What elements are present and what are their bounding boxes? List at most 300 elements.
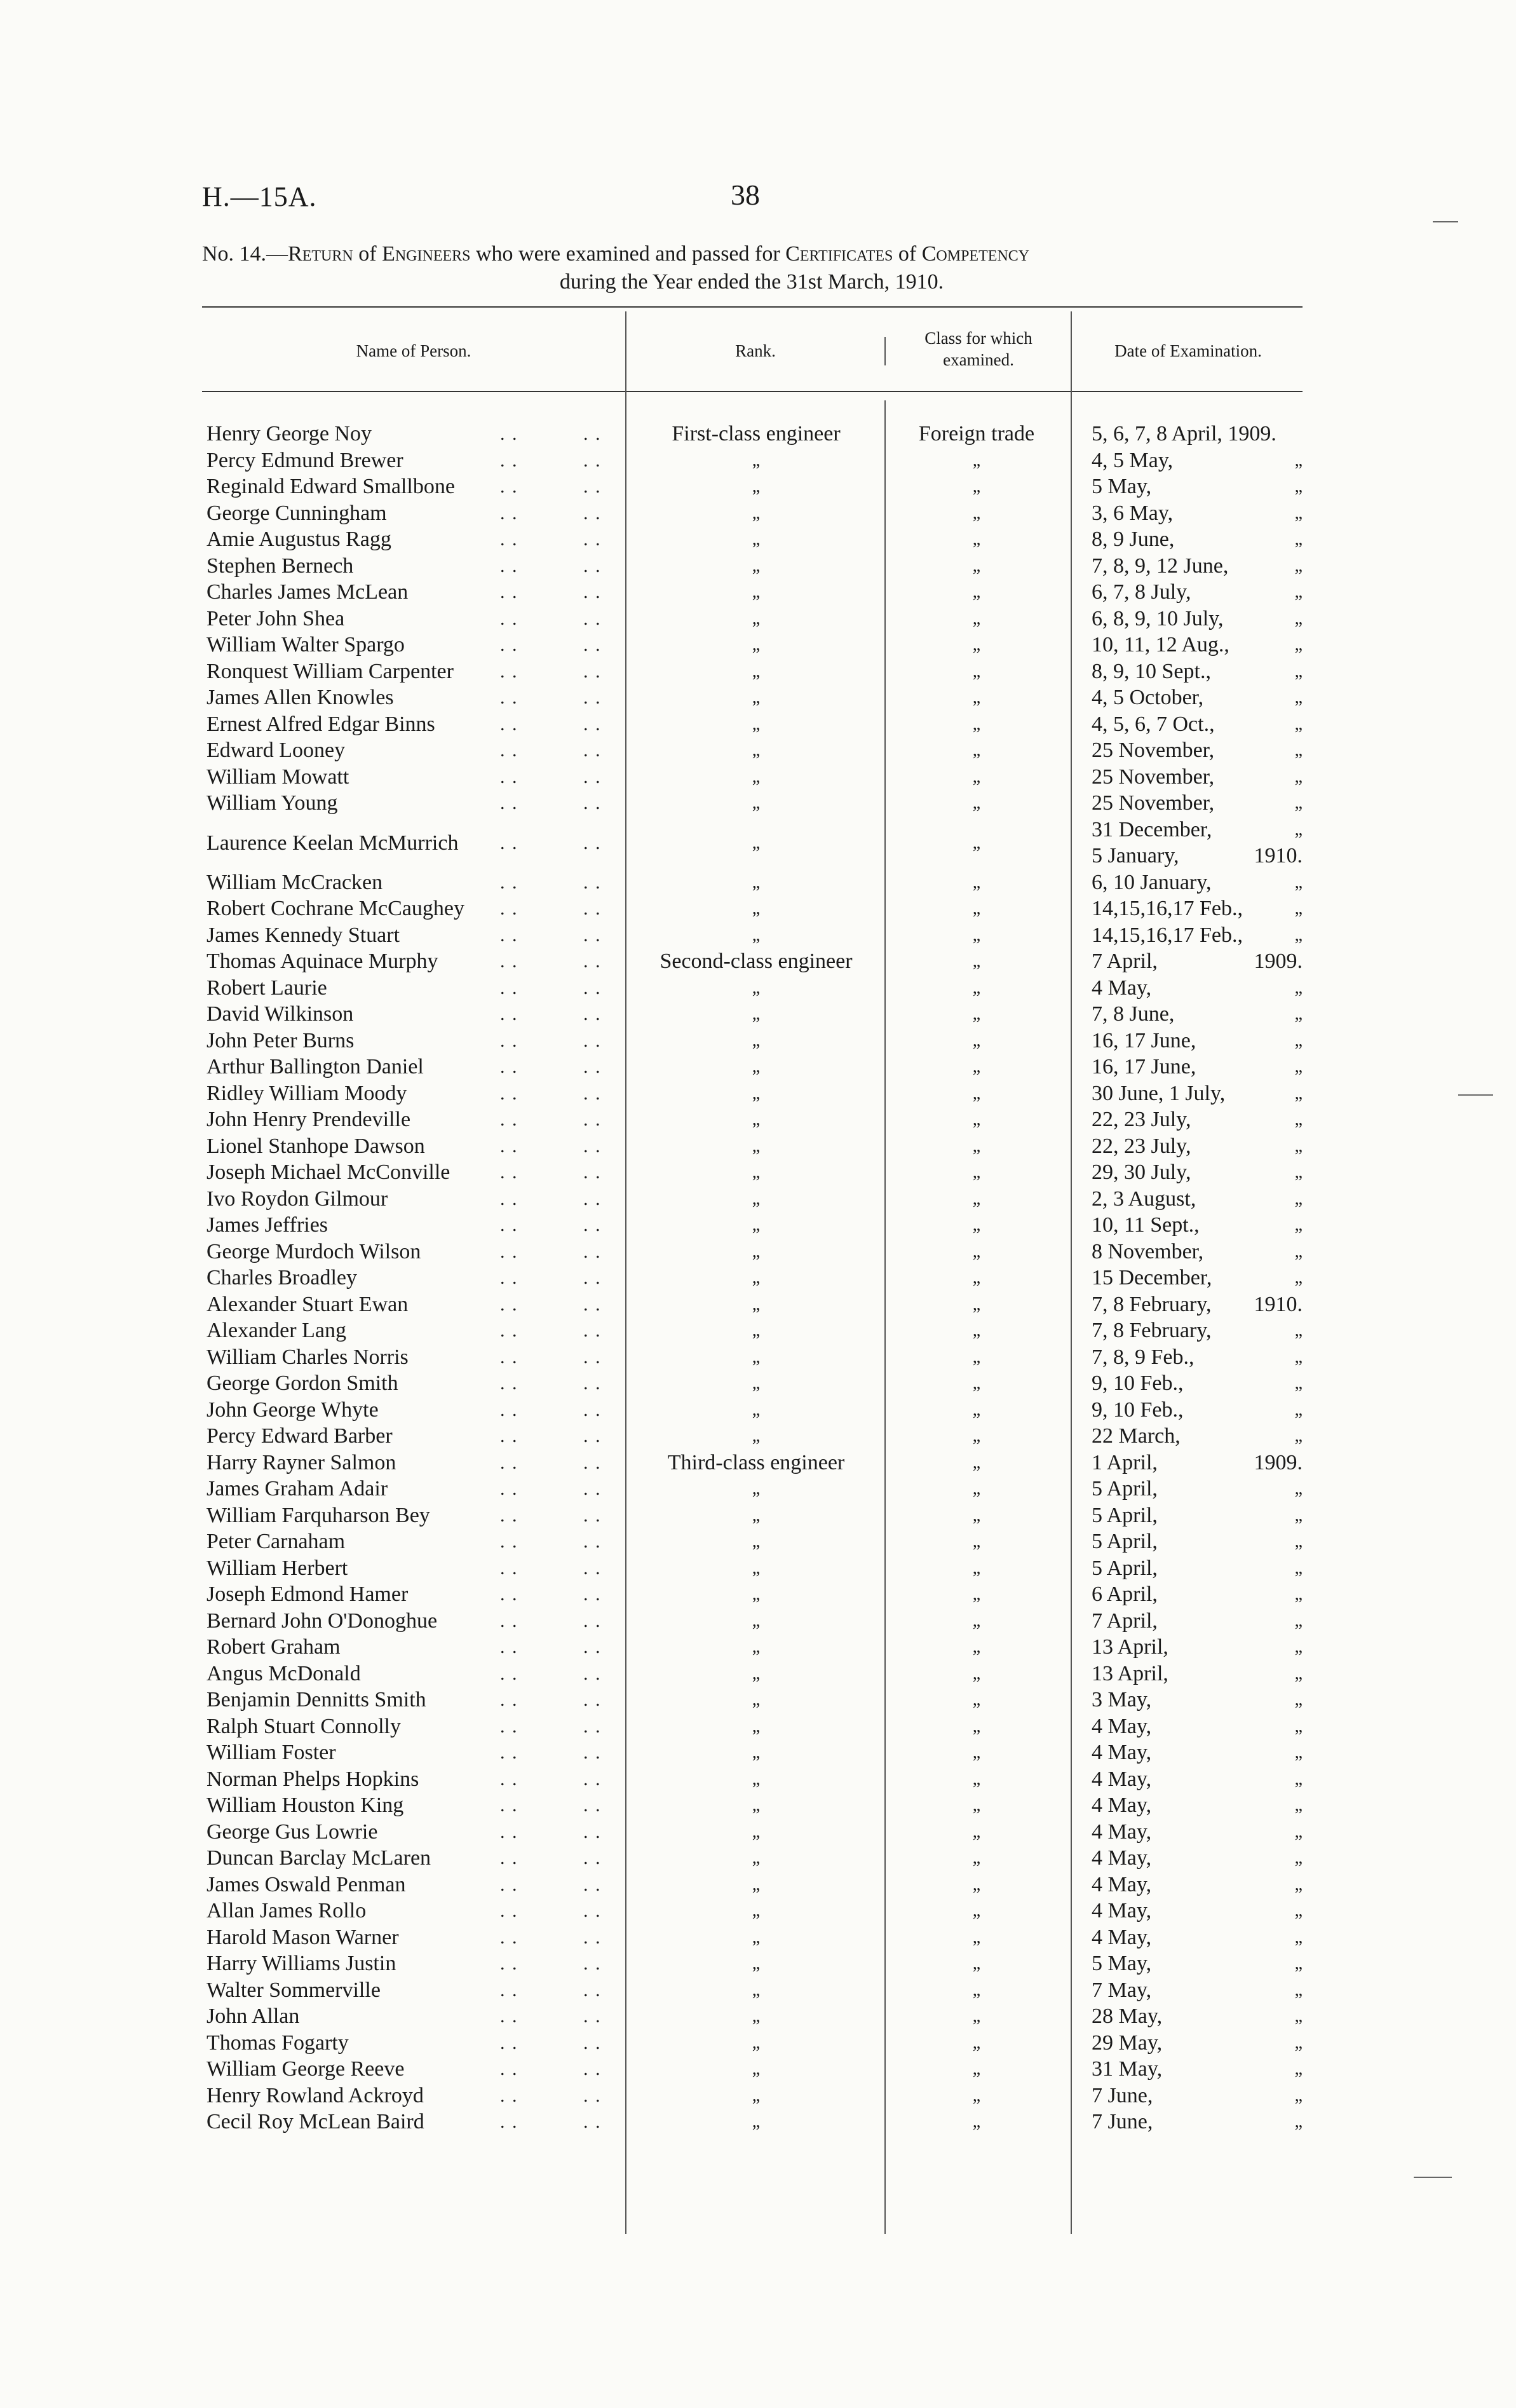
title-line-2: during the Year ended the 31st March, 1910. xyxy=(559,270,944,294)
examination-date: 15 December, xyxy=(1092,1266,1212,1289)
leader-dots: . . xyxy=(583,2085,602,2106)
leader-dots: . . xyxy=(583,687,602,708)
examination-date: 6, 8, 9, 10 July, xyxy=(1092,606,1224,630)
engineer-rank: „ xyxy=(752,1136,761,1156)
table-row xyxy=(0,1766,1516,1793)
examination-date: 8 November, xyxy=(1092,1239,1204,1263)
table-row xyxy=(0,1898,1516,1924)
examination-year: „ xyxy=(1294,1241,1303,1262)
examination-year: „ xyxy=(1294,1954,1303,1973)
table-row xyxy=(0,790,1516,817)
examination-date: 7, 8 June, xyxy=(1092,1002,1175,1026)
table-row xyxy=(0,1397,1516,1424)
examination-year: „ xyxy=(1294,1215,1303,1235)
engineer-rank: „ xyxy=(752,2032,761,2053)
certificate-class: „ xyxy=(972,635,981,655)
leader-dots: . . xyxy=(500,582,518,602)
table-row xyxy=(0,473,1516,500)
leader-dots: . . xyxy=(500,1346,518,1368)
leader-dots: . . xyxy=(583,1241,602,1262)
certificate-class: „ xyxy=(972,899,981,918)
leader-dots: . . xyxy=(500,423,518,444)
certificate-class: „ xyxy=(972,793,981,813)
table-row xyxy=(0,764,1516,791)
leader-dots: . . xyxy=(583,1162,602,1183)
certificate-class: „ xyxy=(972,1030,981,1051)
examination-date: 5 April, xyxy=(1092,1530,1158,1553)
certificate-class: „ xyxy=(972,477,981,496)
leader-dots: . . xyxy=(583,1003,602,1024)
engineer-rank: „ xyxy=(752,1083,761,1103)
column-header-date: Date of Examination. xyxy=(1114,341,1262,360)
leader-dots: . . xyxy=(500,1082,518,1104)
engineer-rank: „ xyxy=(752,899,761,918)
leader-dots: . . xyxy=(583,502,602,524)
leader-dots: . . xyxy=(583,1742,602,1763)
engineer-rank: „ xyxy=(752,1162,761,1182)
leader-dots: . . xyxy=(583,2058,602,2079)
examination-date: 4 May, xyxy=(1092,976,1152,1000)
examination-year: „ xyxy=(1294,635,1303,655)
certificate-class: „ xyxy=(972,555,981,576)
leader-dots: . . xyxy=(583,1531,602,1552)
engineer-rank: „ xyxy=(752,1716,761,1736)
examination-year: „ xyxy=(1294,582,1303,602)
certificate-class: „ xyxy=(972,1532,981,1551)
engineer-name: Thomas Fogarty xyxy=(206,2030,349,2055)
leader-dots: . . xyxy=(500,1056,518,1077)
leader-dots: . . xyxy=(583,977,602,998)
leader-dots: . . xyxy=(583,1768,602,1790)
leader-dots: . . xyxy=(583,1821,602,1842)
engineer-name: Charles James McLean xyxy=(206,580,409,604)
engineer-rank: „ xyxy=(752,740,761,760)
engineer-rank: „ xyxy=(752,688,761,707)
table-row xyxy=(0,447,1516,474)
leader-dots: . . xyxy=(500,1003,518,1024)
engineer-name: Harold Mason Warner xyxy=(206,1925,399,1949)
examination-date: 4, 5, 6, 7 Oct., xyxy=(1092,712,1215,736)
certificate-class: „ xyxy=(972,1215,981,1235)
leader-dots: . . xyxy=(500,1768,518,1790)
engineer-name: Stephen Bernech xyxy=(206,554,354,578)
leader-dots: . . xyxy=(583,1663,602,1684)
examination-date: 3 May, xyxy=(1092,1688,1152,1711)
table-row xyxy=(0,553,1516,580)
table-row xyxy=(0,1265,1516,1291)
examination-date: 16, 17 June, xyxy=(1092,1028,1196,1052)
title-prefix: No. 14.— xyxy=(202,242,288,266)
engineer-name: George Gus Lowrie xyxy=(206,1820,378,1844)
column-header-name: Name of Person. xyxy=(356,341,471,360)
engineer-rank: „ xyxy=(752,661,761,681)
examination-year: „ xyxy=(1294,977,1303,998)
table-row xyxy=(0,1924,1516,1951)
examination-date: 7, 8 February, xyxy=(1092,1292,1212,1316)
leader-dots: . . xyxy=(583,1399,602,1420)
table-row xyxy=(0,579,1516,606)
leader-dots: . . xyxy=(583,1109,602,1130)
leader-dots: . . xyxy=(583,1689,602,1710)
engineer-name: Allan James Rollo xyxy=(206,1899,367,1922)
engineer-rank: „ xyxy=(752,1901,761,1921)
certificate-class: „ xyxy=(972,1452,981,1473)
engineer-name: Ronquest William Carpenter xyxy=(206,659,454,683)
examination-date: 7, 8 February, xyxy=(1092,1319,1212,1342)
engineer-name: James Graham Adair xyxy=(206,1477,388,1500)
engineer-name: Angus McDonald xyxy=(206,1661,361,1685)
leader-dots: . . xyxy=(583,1320,602,1341)
leader-dots: . . xyxy=(500,898,518,919)
examination-date: 7 June, xyxy=(1092,2083,1153,2107)
examination-year: „ xyxy=(1294,1663,1303,1684)
examination-year: „ xyxy=(1294,1373,1303,1393)
examination-date: 14,15,16,17 Feb., xyxy=(1092,897,1243,920)
certificate-class: „ xyxy=(972,2112,981,2132)
engineer-rank: „ xyxy=(752,582,761,602)
table-row xyxy=(0,2056,1516,2083)
engineer-rank: „ xyxy=(752,1821,761,1842)
engineer-rank: „ xyxy=(752,1188,761,1209)
certificate-class: „ xyxy=(972,1610,981,1631)
table-row xyxy=(0,2030,1516,2057)
leader-dots: . . xyxy=(500,1531,518,1552)
engineer-name: William McCracken xyxy=(206,870,383,894)
engineer-rank: „ xyxy=(752,1004,761,1024)
examination-date: 4, 5 October, xyxy=(1092,686,1204,709)
engineer-rank: „ xyxy=(752,1980,761,2000)
table-row xyxy=(0,658,1516,685)
title-line-1 xyxy=(202,240,1301,268)
leader-dots: . . xyxy=(500,1979,518,2001)
engineer-name: Ridley William Moody xyxy=(206,1081,407,1105)
table-row xyxy=(0,606,1516,632)
engineer-rank: „ xyxy=(752,1505,761,1525)
engineer-rank: „ xyxy=(752,477,761,496)
certificate-class: „ xyxy=(972,1162,981,1182)
engineer-rank: „ xyxy=(752,608,761,629)
leader-dots: . . xyxy=(500,476,518,497)
engineer-rank: „ xyxy=(752,1532,761,1551)
leader-dots: . . xyxy=(583,1293,602,1315)
examination-date: 4 May, xyxy=(1092,1899,1152,1922)
examination-date: 10, 11, 12 Aug., xyxy=(1092,633,1229,656)
certificate-class: „ xyxy=(972,1874,981,1894)
engineer-rank: „ xyxy=(752,1057,761,1077)
examination-year: „ xyxy=(1294,1110,1303,1129)
leader-dots: . . xyxy=(500,2085,518,2106)
leader-dots: . . xyxy=(583,1452,602,1473)
leader-dots: . . xyxy=(583,634,602,655)
table-row xyxy=(0,1159,1516,1186)
examination-date: 5 May, xyxy=(1092,1952,1152,1975)
examination-date: 5, 6, 7, 8 April, 1909. xyxy=(1092,422,1276,446)
certificate-class: „ xyxy=(972,2006,981,2026)
certificate-class: „ xyxy=(972,1743,981,1762)
leader-dots: . . xyxy=(583,740,602,761)
examination-year-continued: 1910. xyxy=(1254,843,1303,867)
leader-dots: . . xyxy=(583,1795,602,1816)
examination-year: 1909. xyxy=(1254,949,1303,973)
table-row xyxy=(0,1370,1516,1397)
examination-year: „ xyxy=(1294,2085,1303,2105)
examination-year: „ xyxy=(1294,2006,1303,2026)
engineer-name: Benjamin Dennitts Smith xyxy=(206,1688,426,1711)
certificate-class: „ xyxy=(972,833,981,853)
certificate-class: „ xyxy=(972,2059,981,2079)
leader-dots: . . xyxy=(583,1979,602,2001)
examination-year: „ xyxy=(1294,2032,1303,2053)
engineer-name: Joseph Edmond Hamer xyxy=(206,1582,409,1606)
leader-dots: . . xyxy=(500,871,518,893)
leader-dots: . . xyxy=(583,1478,602,1499)
engineer-name: Norman Phelps Hopkins xyxy=(206,1767,419,1791)
leader-dots: . . xyxy=(500,832,518,854)
engineer-rank: „ xyxy=(752,1663,761,1684)
examination-year: „ xyxy=(1294,1321,1303,1340)
table-row xyxy=(0,1001,1516,1028)
leader-dots: . . xyxy=(500,1795,518,1816)
engineer-name: Alexander Lang xyxy=(206,1319,346,1342)
examination-date: 4 May, xyxy=(1092,1741,1152,1764)
engineer-name: William Young xyxy=(206,791,338,815)
leader-dots: . . xyxy=(583,2111,602,2132)
certificate-class: „ xyxy=(972,608,981,629)
engineer-name: Harry Rayner Salmon xyxy=(206,1450,396,1474)
leader-dots: . . xyxy=(583,449,602,471)
table-row xyxy=(0,632,1516,658)
title-word-return: Return xyxy=(288,242,353,266)
examination-year: „ xyxy=(1294,1162,1303,1182)
leader-dots: . . xyxy=(500,555,518,576)
certificate-class: „ xyxy=(972,2032,981,2053)
leader-dots: . . xyxy=(500,766,518,787)
leader-dots: . . xyxy=(500,634,518,655)
table-row xyxy=(0,684,1516,711)
examination-year: „ xyxy=(1294,1980,1303,2000)
margin-mark xyxy=(1414,2177,1452,2178)
certificate-class: „ xyxy=(972,1927,981,1947)
certificate-class: „ xyxy=(972,1690,981,1710)
examination-date: 7 April, xyxy=(1092,1609,1158,1633)
page-reference: H.—15A. xyxy=(202,181,317,212)
table-row xyxy=(0,1476,1516,1502)
engineer-rank: „ xyxy=(752,2085,761,2105)
table-row xyxy=(0,817,1516,869)
leader-dots: . . xyxy=(583,1267,602,1288)
leader-dots: . . xyxy=(500,529,518,550)
certificate-class: „ xyxy=(972,1848,981,1868)
examination-date: 13 April, xyxy=(1092,1661,1168,1685)
leader-dots: . . xyxy=(500,1188,518,1209)
engineer-rank: „ xyxy=(752,1426,761,1446)
leader-dots: . . xyxy=(583,1188,602,1209)
leader-dots: . . xyxy=(583,898,602,919)
engineer-name: Percy Edmund Brewer xyxy=(206,448,403,472)
margin-mark xyxy=(1458,1094,1493,1096)
leader-dots: . . xyxy=(500,1663,518,1684)
engineer-rank: „ xyxy=(752,1558,761,1578)
leader-dots: . . xyxy=(500,1689,518,1710)
leader-dots: . . xyxy=(500,792,518,813)
engineer-rank: „ xyxy=(752,1584,761,1604)
examination-date: 8, 9, 10 Sept., xyxy=(1092,659,1211,683)
engineer-rank: „ xyxy=(752,1030,761,1051)
engineer-name: Walter Sommerville xyxy=(206,1978,381,2002)
table-row xyxy=(0,922,1516,949)
engineer-name: William Farquharson Bey xyxy=(206,1503,430,1527)
examination-year: „ xyxy=(1294,1347,1303,1367)
examination-date: 31 December, xyxy=(1092,817,1212,841)
leader-dots: . . xyxy=(583,1610,602,1631)
examination-date: 22, 23 July, xyxy=(1092,1108,1191,1131)
examination-date: 7 May, xyxy=(1092,1978,1152,2002)
certificate-class: „ xyxy=(972,1373,981,1393)
engineer-name: Duncan Barclay McLaren xyxy=(206,1846,431,1870)
examination-year: „ xyxy=(1294,793,1303,813)
engineer-rank: „ xyxy=(752,2059,761,2079)
certificate-class: „ xyxy=(972,1347,981,1367)
engineer-name: William Charles Norris xyxy=(206,1345,409,1369)
certificate-class: „ xyxy=(972,1057,981,1077)
examination-year: „ xyxy=(1294,872,1303,892)
engineer-name: Ralph Stuart Connolly xyxy=(206,1714,401,1738)
leader-dots: . . xyxy=(583,1847,602,1868)
leader-dots: . . xyxy=(500,1926,518,1948)
table-row xyxy=(0,1080,1516,1107)
engineer-name: Reginald Edward Smallbone xyxy=(206,475,455,498)
examination-date: 4 May, xyxy=(1092,1793,1152,1817)
engineer-name: Ernest Alfred Edgar Binns xyxy=(206,712,435,736)
engineer-name: Harry Williams Justin xyxy=(206,1952,396,1975)
leader-dots: . . xyxy=(500,2111,518,2132)
table-row xyxy=(0,1423,1516,1450)
leader-dots: . . xyxy=(583,1425,602,1446)
engineer-rank: „ xyxy=(752,1610,761,1631)
engineer-name: John Allan xyxy=(206,2004,300,2028)
certificate-class: „ xyxy=(972,1188,981,1209)
examination-date: 7 June, xyxy=(1092,2110,1153,2133)
leader-dots: . . xyxy=(500,1267,518,1288)
examination-year: „ xyxy=(1294,819,1303,840)
title-word-certificates: Certificates xyxy=(785,242,893,266)
certificate-class: „ xyxy=(972,1716,981,1736)
examination-date: 25 November, xyxy=(1092,791,1215,815)
examination-year: „ xyxy=(1294,1610,1303,1631)
table-row xyxy=(0,1291,1516,1318)
examination-year: „ xyxy=(1294,1399,1303,1420)
examination-date: 9, 10 Feb., xyxy=(1092,1398,1184,1422)
examination-year: „ xyxy=(1294,1532,1303,1551)
engineer-name: John Henry Prendeville xyxy=(206,1108,411,1131)
leader-dots: . . xyxy=(583,1900,602,1921)
leader-dots: . . xyxy=(583,924,602,946)
engineer-name: Joseph Michael McConville xyxy=(206,1160,450,1184)
leader-dots: . . xyxy=(500,1320,518,1341)
engineer-name: William Houston King xyxy=(206,1793,404,1817)
table-row xyxy=(0,1054,1516,1080)
examination-date: 1 April, xyxy=(1092,1450,1158,1474)
examination-year: „ xyxy=(1294,1716,1303,1736)
examination-year: „ xyxy=(1294,740,1303,760)
leader-dots: . . xyxy=(583,1557,602,1579)
leader-dots: . . xyxy=(500,1821,518,1842)
engineer-rank: „ xyxy=(752,714,761,734)
examination-year: „ xyxy=(1294,1821,1303,1842)
leader-dots: . . xyxy=(583,582,602,602)
table-row xyxy=(0,1950,1516,1977)
examination-date: 30 June, 1 July, xyxy=(1092,1081,1226,1105)
engineer-name: Arthur Ballington Daniel xyxy=(206,1055,424,1078)
engineer-rank: „ xyxy=(752,872,761,892)
engineer-name: James Kennedy Stuart xyxy=(206,923,400,947)
examination-year: 1909. xyxy=(1254,1450,1303,1474)
leader-dots: . . xyxy=(583,871,602,893)
engineer-name: Lionel Stanhope Dawson xyxy=(206,1134,425,1158)
examination-year: „ xyxy=(1294,1795,1303,1815)
leader-dots: . . xyxy=(500,1162,518,1183)
engineer-rank: „ xyxy=(752,1268,761,1288)
examination-year: „ xyxy=(1294,450,1303,470)
leader-dots: . . xyxy=(500,687,518,708)
engineer-rank: First-class engineer xyxy=(672,422,841,446)
leader-dots: . . xyxy=(500,608,518,629)
certificate-class: „ xyxy=(972,714,981,734)
leader-dots: . . xyxy=(500,449,518,471)
engineer-rank: „ xyxy=(752,1954,761,1973)
certificate-class: „ xyxy=(972,925,981,945)
column-header-class: Class for which examined. xyxy=(924,329,1032,369)
examination-date: 22 March, xyxy=(1092,1424,1181,1448)
examination-date: 31 May, xyxy=(1092,2057,1163,2081)
examination-date: 2, 3 August, xyxy=(1092,1187,1196,1211)
table-row xyxy=(0,1212,1516,1239)
certificate-class: „ xyxy=(972,1663,981,1684)
leader-dots: . . xyxy=(583,1082,602,1104)
engineer-name: Amie Augustus Ragg xyxy=(206,527,391,551)
leader-dots: . . xyxy=(500,1214,518,1235)
engineer-name: George Gordon Smith xyxy=(206,1371,398,1395)
leader-dots: . . xyxy=(583,1953,602,1974)
examination-year: „ xyxy=(1294,1848,1303,1868)
leader-dots: . . xyxy=(500,924,518,946)
examination-year: „ xyxy=(1294,1030,1303,1051)
engineer-name: William George Reeve xyxy=(206,2057,405,2081)
engineer-rank: Third-class engineer xyxy=(667,1450,845,1474)
engineer-name: George Cunningham xyxy=(206,501,387,525)
engineer-name: Robert Graham xyxy=(206,1635,341,1659)
leader-dots: . . xyxy=(583,766,602,787)
engineer-name: Peter Carnaham xyxy=(206,1530,346,1553)
table-row xyxy=(0,1028,1516,1054)
table-row xyxy=(0,1819,1516,1846)
engineer-name: David Wilkinson xyxy=(206,1002,354,1026)
certificate-class: „ xyxy=(972,1795,981,1815)
engineer-rank: Second-class engineer xyxy=(660,949,853,973)
examination-year: „ xyxy=(1294,925,1303,945)
examination-year: „ xyxy=(1294,1188,1303,1209)
engineer-name: Henry George Noy xyxy=(206,422,372,446)
examination-year: „ xyxy=(1294,1769,1303,1789)
certificate-class: „ xyxy=(972,977,981,998)
examination-year: „ xyxy=(1294,766,1303,787)
examination-date: 22, 23 July, xyxy=(1092,1134,1191,1158)
table-row xyxy=(0,711,1516,738)
examination-year: „ xyxy=(1294,1927,1303,1947)
leader-dots: . . xyxy=(583,1373,602,1394)
examination-year: „ xyxy=(1294,1426,1303,1446)
examination-date: 29, 30 July, xyxy=(1092,1160,1191,1184)
